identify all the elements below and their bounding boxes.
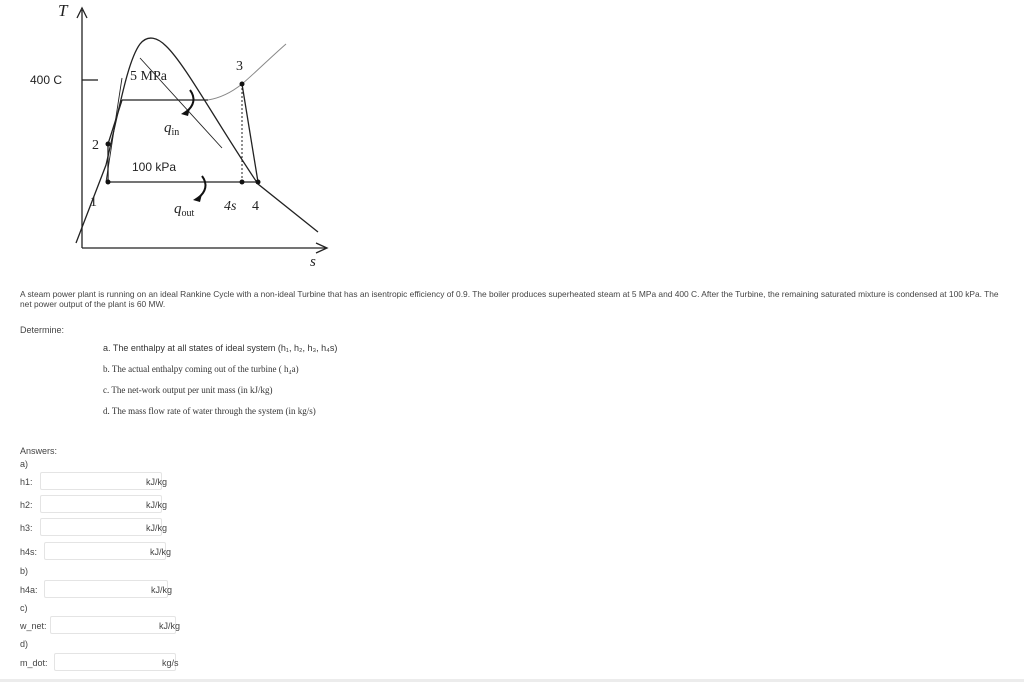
state-point-3 [240,82,245,87]
h4a-input[interactable] [44,580,168,598]
answers-title: Answers: [20,446,58,456]
h2-input[interactable] [40,495,162,513]
h3-unit: kJ/kg [146,523,168,533]
wnet-input[interactable] [50,616,176,634]
question-c: c. The net-work output per unit mass (in kJ/kg) [103,385,273,395]
question-a: a. The enthalpy at all states of ideal system (h₁, h₂, h₃, h₄s) [103,343,338,353]
qin-arrowhead [181,108,190,116]
high-pressure-label: 5 MPa [130,69,167,84]
ts-diagram [0,0,340,270]
h2-unit: kJ/kg [146,500,168,510]
section-b-label: b) [20,566,29,576]
h4a-label: h4a: [20,585,38,595]
mdot-input[interactable] [54,653,176,671]
superheat-line [208,44,286,100]
temp-label: 400 C [30,73,63,87]
section-a-label: a) [20,459,29,469]
h4s-unit: kJ/kg [150,547,172,557]
question-list [103,343,337,427]
low-pressure-label: 100 kPa [132,160,177,174]
mdot-unit: kg/s [162,658,179,668]
actual-expansion [242,84,258,182]
liquid-line [106,78,122,182]
t-axis-label: T [58,1,68,20]
qin-label: $q_{in}$ [164,120,180,138]
qout-label: $q_{out}$ [174,201,195,219]
section-c-label: c) [20,603,28,613]
qout-arrowhead [193,194,202,202]
state-point-1 [106,180,111,185]
question-b: b. The actual enthalpy coming out of the turbine ( h₄a) [103,364,299,374]
h4s-input[interactable] [44,542,166,560]
h2-label: h2: [20,500,33,510]
point-3-label: 3 [236,59,243,74]
h3-input[interactable] [40,518,162,536]
point-2-label: 2 [92,138,99,153]
point-4s-label: 4s [224,199,237,214]
h4a-unit: kJ/kg [151,585,173,595]
problem-statement: A steam power plant is running on an ideal Rankine Cycle with a non-ideal Turbine that has an isentropic efficiency of 0.9. The boiler produces superheated steam at 5 MPa and 400 C. After the Turbine, the remaining saturated mixture is condensed at 100 kPa. The net power output of the plant is 60 MW. [20,289,999,309]
mdot-label: m_dot: [20,658,48,668]
h4s-label: h4s: [20,547,38,557]
determine-label: Determine: [20,325,65,335]
h1-unit: kJ/kg [146,477,168,487]
section-d-label: d) [20,639,29,649]
wnet-unit: kJ/kg [159,621,181,631]
point-4-label: 4 [252,199,259,214]
state-point-2 [106,142,111,147]
h1-input[interactable] [40,472,162,490]
question-d: d. The mass flow rate of water through the system (in kg/s) [103,406,316,416]
state-point-4s [240,180,245,185]
wnet-label: w_net: [20,621,47,631]
state-point-4 [256,180,261,185]
point-1-label: 1 [90,195,97,210]
s-axis-label: s [310,254,316,270]
h3-label: h3: [20,523,33,533]
h1-label: h1: [20,477,33,487]
